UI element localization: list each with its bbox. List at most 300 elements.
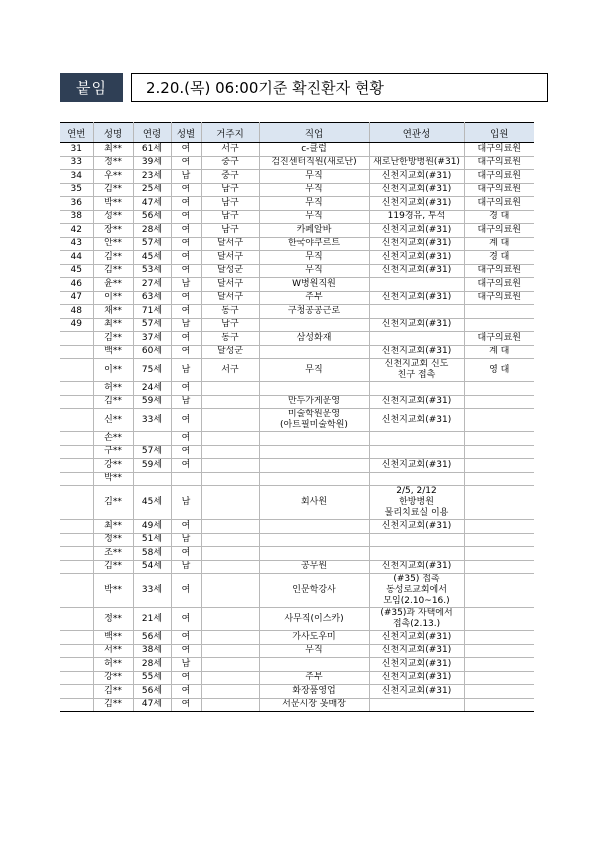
link-cell: (#35)과 자택에서 접촉(2.13.) bbox=[369, 608, 464, 631]
residence-cell: 서구 bbox=[201, 359, 259, 382]
case-number-cell: 47 bbox=[60, 291, 93, 305]
occupation-cell: 무직 bbox=[259, 197, 369, 211]
case-number-cell: 46 bbox=[60, 278, 93, 292]
age-cell: 54세 bbox=[133, 560, 171, 574]
link-cell: 신천지교회(#31) bbox=[369, 631, 464, 645]
sex-cell: 여 bbox=[171, 698, 201, 712]
age-cell: 47세 bbox=[133, 698, 171, 712]
hospital-cell bbox=[464, 533, 534, 547]
residence-cell: 동구 bbox=[201, 305, 259, 319]
case-number-cell bbox=[60, 644, 93, 658]
column-header: 성별 bbox=[171, 123, 201, 143]
age-cell: 56세 bbox=[133, 631, 171, 645]
age-cell: 21세 bbox=[133, 608, 171, 631]
sex-cell: 여 bbox=[171, 631, 201, 645]
column-header: 연관성 bbox=[369, 123, 464, 143]
table-row bbox=[60, 671, 534, 685]
table-row bbox=[60, 472, 534, 486]
table-row bbox=[60, 264, 534, 278]
occupation-cell: 무직 bbox=[259, 210, 369, 224]
link-cell: 신천지교회(#31) bbox=[369, 409, 464, 432]
sex-cell: 여 bbox=[171, 432, 201, 446]
table-row bbox=[60, 658, 534, 672]
occupation-cell: 무직 bbox=[259, 183, 369, 197]
age-cell: 49세 bbox=[133, 520, 171, 534]
residence-cell: 달성군 bbox=[201, 264, 259, 278]
hospital-cell bbox=[464, 631, 534, 645]
age-cell: 55세 bbox=[133, 671, 171, 685]
age-cell: 58세 bbox=[133, 547, 171, 561]
link-cell: 신천지교회 신도 친구 접촉 bbox=[369, 359, 464, 382]
table-row bbox=[60, 698, 534, 712]
link-cell bbox=[369, 382, 464, 396]
link-cell: 신천지교회(#31) bbox=[369, 224, 464, 238]
occupation-cell bbox=[259, 472, 369, 486]
hospital-cell bbox=[464, 486, 534, 520]
residence-cell: 달서구 bbox=[201, 291, 259, 305]
table-row bbox=[60, 486, 534, 520]
name-cell: 성** bbox=[93, 210, 133, 224]
age-cell: 24세 bbox=[133, 382, 171, 396]
link-cell: 신천지교회(#31) bbox=[369, 318, 464, 332]
column-header: 입원 bbox=[464, 123, 534, 143]
link-cell bbox=[369, 143, 464, 157]
case-number-cell: 49 bbox=[60, 318, 93, 332]
column-header: 성명 bbox=[93, 123, 133, 143]
age-cell: 45세 bbox=[133, 486, 171, 520]
column-header: 연번 bbox=[60, 123, 93, 143]
hospital-cell: 대구의료원 bbox=[464, 224, 534, 238]
link-cell: 신천지교회(#31) bbox=[369, 237, 464, 251]
age-cell: 57세 bbox=[133, 237, 171, 251]
occupation-cell: 무직 bbox=[259, 170, 369, 184]
name-cell: 백** bbox=[93, 631, 133, 645]
name-cell: 정** bbox=[93, 608, 133, 631]
occupation-cell bbox=[259, 382, 369, 396]
table-row bbox=[60, 291, 534, 305]
age-cell: 38세 bbox=[133, 644, 171, 658]
hospital-cell: 대구의료원 bbox=[464, 332, 534, 346]
case-number-cell bbox=[60, 671, 93, 685]
hospital-cell bbox=[464, 658, 534, 672]
occupation-cell: 사무직(이스카) bbox=[259, 608, 369, 631]
hospital-cell: 계 대 bbox=[464, 345, 534, 359]
residence-cell: 달서구 bbox=[201, 278, 259, 292]
attachment-tag: 붙임 bbox=[60, 73, 123, 102]
name-cell: 김** bbox=[93, 395, 133, 409]
table-header-row bbox=[60, 123, 534, 143]
case-number-cell bbox=[60, 359, 93, 382]
case-number-cell: 33 bbox=[60, 156, 93, 170]
hospital-cell: 대구의료원 bbox=[464, 170, 534, 184]
link-cell bbox=[369, 547, 464, 561]
table-row bbox=[60, 251, 534, 265]
residence-cell bbox=[201, 574, 259, 608]
residence-cell bbox=[201, 698, 259, 712]
column-header: 연령 bbox=[133, 123, 171, 143]
case-number-cell: 36 bbox=[60, 197, 93, 211]
occupation-cell: 한국야쿠르트 bbox=[259, 237, 369, 251]
sex-cell: 남 bbox=[171, 395, 201, 409]
hospital-cell bbox=[464, 698, 534, 712]
sex-cell: 여 bbox=[171, 183, 201, 197]
link-cell: 신천지교회(#31) bbox=[369, 197, 464, 211]
case-number-cell bbox=[60, 574, 93, 608]
age-cell: 28세 bbox=[133, 658, 171, 672]
age-cell: 71세 bbox=[133, 305, 171, 319]
occupation-cell: 검진센터직원(새로난) bbox=[259, 156, 369, 170]
age-cell bbox=[133, 432, 171, 446]
hospital-cell bbox=[464, 472, 534, 486]
name-cell: 조** bbox=[93, 547, 133, 561]
occupation-cell: 주부 bbox=[259, 671, 369, 685]
residence-cell: 서구 bbox=[201, 143, 259, 157]
hospital-cell: 경 대 bbox=[464, 210, 534, 224]
hospital-cell bbox=[464, 432, 534, 446]
residence-cell bbox=[201, 520, 259, 534]
hospital-cell bbox=[464, 547, 534, 561]
name-cell: 장** bbox=[93, 224, 133, 238]
hospital-cell: 대구의료원 bbox=[464, 143, 534, 157]
age-cell: 25세 bbox=[133, 183, 171, 197]
name-cell: 정** bbox=[93, 533, 133, 547]
table-row bbox=[60, 359, 534, 382]
case-number-cell bbox=[60, 409, 93, 432]
link-cell bbox=[369, 278, 464, 292]
name-cell: 강** bbox=[93, 459, 133, 473]
age-cell: 27세 bbox=[133, 278, 171, 292]
case-number-cell: 31 bbox=[60, 143, 93, 157]
link-cell bbox=[369, 698, 464, 712]
occupation-cell bbox=[259, 445, 369, 459]
age-cell: 61세 bbox=[133, 143, 171, 157]
sex-cell: 여 bbox=[171, 224, 201, 238]
sex-cell: 여 bbox=[171, 345, 201, 359]
name-cell: 김** bbox=[93, 486, 133, 520]
occupation-cell: 미술학원운영 (아트필미술학원) bbox=[259, 409, 369, 432]
link-cell: 신천지교회(#31) bbox=[369, 644, 464, 658]
link-cell: 신천지교회(#31) bbox=[369, 395, 464, 409]
link-cell: 신천지교회(#31) bbox=[369, 170, 464, 184]
table-row bbox=[60, 395, 534, 409]
occupation-cell: 카페알바 bbox=[259, 224, 369, 238]
sex-cell: 여 bbox=[171, 237, 201, 251]
case-number-cell bbox=[60, 631, 93, 645]
name-cell: 정** bbox=[93, 156, 133, 170]
occupation-cell: 주부 bbox=[259, 291, 369, 305]
sex-cell: 남 bbox=[171, 278, 201, 292]
age-cell: 53세 bbox=[133, 264, 171, 278]
hospital-cell: 대구의료원 bbox=[464, 278, 534, 292]
occupation-cell: 삼성화재 bbox=[259, 332, 369, 346]
sex-cell: 여 bbox=[171, 445, 201, 459]
occupation-cell: 인문학강사 bbox=[259, 574, 369, 608]
name-cell: 최** bbox=[93, 143, 133, 157]
case-number-cell bbox=[60, 560, 93, 574]
hospital-cell bbox=[464, 395, 534, 409]
case-number-cell: 43 bbox=[60, 237, 93, 251]
name-cell: 허** bbox=[93, 658, 133, 672]
table-row bbox=[60, 345, 534, 359]
case-number-cell: 45 bbox=[60, 264, 93, 278]
occupation-cell: 구청공공근로 bbox=[259, 305, 369, 319]
sex-cell: 여 bbox=[171, 574, 201, 608]
link-cell bbox=[369, 332, 464, 346]
name-cell: 채** bbox=[93, 305, 133, 319]
table-row bbox=[60, 644, 534, 658]
document-title: 2.20.(목) 06:00기준 확진환자 현황 bbox=[131, 73, 548, 102]
name-cell: 안** bbox=[93, 237, 133, 251]
case-number-cell bbox=[60, 533, 93, 547]
link-cell bbox=[369, 472, 464, 486]
hospital-cell bbox=[464, 382, 534, 396]
sex-cell: 여 bbox=[171, 382, 201, 396]
hospital-cell bbox=[464, 318, 534, 332]
hospital-cell: 대구의료원 bbox=[464, 264, 534, 278]
link-cell bbox=[369, 432, 464, 446]
name-cell: 박** bbox=[93, 574, 133, 608]
occupation-cell: 무직 bbox=[259, 359, 369, 382]
name-cell: 최** bbox=[93, 318, 133, 332]
table-row bbox=[60, 533, 534, 547]
sex-cell: 여 bbox=[171, 291, 201, 305]
sex-cell: 여 bbox=[171, 156, 201, 170]
link-cell: 신천지교회(#31) bbox=[369, 183, 464, 197]
residence-cell: 남구 bbox=[201, 318, 259, 332]
occupation-cell: 서문시장 옷매장 bbox=[259, 698, 369, 712]
name-cell: 이** bbox=[93, 291, 133, 305]
table-row bbox=[60, 332, 534, 346]
sex-cell: 여 bbox=[171, 264, 201, 278]
sex-cell bbox=[171, 472, 201, 486]
sex-cell: 여 bbox=[171, 210, 201, 224]
document-header bbox=[60, 73, 548, 102]
sex-cell: 여 bbox=[171, 459, 201, 473]
residence-cell: 중구 bbox=[201, 156, 259, 170]
name-cell: 김** bbox=[93, 183, 133, 197]
case-number-cell bbox=[60, 685, 93, 699]
residence-cell bbox=[201, 671, 259, 685]
sex-cell: 여 bbox=[171, 644, 201, 658]
age-cell: 39세 bbox=[133, 156, 171, 170]
sex-cell: 남 bbox=[171, 359, 201, 382]
age-cell: 63세 bbox=[133, 291, 171, 305]
case-number-cell bbox=[60, 432, 93, 446]
age-cell: 23세 bbox=[133, 170, 171, 184]
residence-cell bbox=[201, 533, 259, 547]
name-cell: 백** bbox=[93, 345, 133, 359]
table-row bbox=[60, 210, 534, 224]
sex-cell: 남 bbox=[171, 170, 201, 184]
case-number-cell bbox=[60, 658, 93, 672]
age-cell: 47세 bbox=[133, 197, 171, 211]
residence-cell bbox=[201, 631, 259, 645]
name-cell: 서** bbox=[93, 644, 133, 658]
link-cell: 신천지교회(#31) bbox=[369, 671, 464, 685]
occupation-cell: 무직 bbox=[259, 644, 369, 658]
case-number-cell: 42 bbox=[60, 224, 93, 238]
name-cell: 김** bbox=[93, 264, 133, 278]
name-cell: 우** bbox=[93, 170, 133, 184]
case-number-cell bbox=[60, 459, 93, 473]
sex-cell: 여 bbox=[171, 197, 201, 211]
case-number-cell: 48 bbox=[60, 305, 93, 319]
hospital-cell: 영 대 bbox=[464, 359, 534, 382]
hospital-cell bbox=[464, 445, 534, 459]
case-number-cell bbox=[60, 382, 93, 396]
hospital-cell: 경 대 bbox=[464, 251, 534, 265]
table-row bbox=[60, 318, 534, 332]
occupation-cell bbox=[259, 658, 369, 672]
link-cell: 신천지교회(#31) bbox=[369, 264, 464, 278]
occupation-cell: 가사도우미 bbox=[259, 631, 369, 645]
case-number-cell bbox=[60, 520, 93, 534]
residence-cell: 동구 bbox=[201, 332, 259, 346]
residence-cell bbox=[201, 608, 259, 631]
age-cell: 60세 bbox=[133, 345, 171, 359]
link-cell bbox=[369, 533, 464, 547]
table-row bbox=[60, 574, 534, 608]
hospital-cell bbox=[464, 644, 534, 658]
link-cell: 119경유, 투석 bbox=[369, 210, 464, 224]
case-number-cell bbox=[60, 345, 93, 359]
age-cell: 37세 bbox=[133, 332, 171, 346]
sex-cell: 여 bbox=[171, 143, 201, 157]
age-cell: 59세 bbox=[133, 395, 171, 409]
table-row bbox=[60, 170, 534, 184]
age-cell bbox=[133, 472, 171, 486]
occupation-cell: 무직 bbox=[259, 251, 369, 265]
residence-cell bbox=[201, 459, 259, 473]
table-row bbox=[60, 382, 534, 396]
name-cell: 김** bbox=[93, 560, 133, 574]
table-body bbox=[60, 143, 534, 712]
sex-cell: 여 bbox=[171, 671, 201, 685]
age-cell: 33세 bbox=[133, 409, 171, 432]
hospital-cell: 계 대 bbox=[464, 237, 534, 251]
residence-cell bbox=[201, 547, 259, 561]
sex-cell: 여 bbox=[171, 547, 201, 561]
sex-cell: 여 bbox=[171, 251, 201, 265]
residence-cell: 달성군 bbox=[201, 345, 259, 359]
case-number-cell bbox=[60, 608, 93, 631]
hospital-cell bbox=[464, 574, 534, 608]
hospital-cell bbox=[464, 671, 534, 685]
residence-cell: 남구 bbox=[201, 210, 259, 224]
residence-cell bbox=[201, 409, 259, 432]
occupation-cell: W병원직원 bbox=[259, 278, 369, 292]
link-cell bbox=[369, 445, 464, 459]
age-cell: 57세 bbox=[133, 318, 171, 332]
name-cell: 허** bbox=[93, 382, 133, 396]
link-cell: 신천지교회(#31) bbox=[369, 658, 464, 672]
table-row bbox=[60, 685, 534, 699]
residence-cell bbox=[201, 658, 259, 672]
link-cell bbox=[369, 305, 464, 319]
age-cell: 28세 bbox=[133, 224, 171, 238]
name-cell: 신** bbox=[93, 409, 133, 432]
column-header: 거주지 bbox=[201, 123, 259, 143]
link-cell: 신천지교회(#31) bbox=[369, 520, 464, 534]
table-row bbox=[60, 143, 534, 157]
residence-cell: 남구 bbox=[201, 197, 259, 211]
residence-cell bbox=[201, 382, 259, 396]
table-row bbox=[60, 156, 534, 170]
case-number-cell: 38 bbox=[60, 210, 93, 224]
residence-cell: 달서구 bbox=[201, 251, 259, 265]
age-cell: 75세 bbox=[133, 359, 171, 382]
occupation-cell: 공무원 bbox=[259, 560, 369, 574]
hospital-cell bbox=[464, 685, 534, 699]
case-number-cell bbox=[60, 698, 93, 712]
link-cell: 2/5, 2/12 한방병원 물리치료실 이용 bbox=[369, 486, 464, 520]
link-cell: 신천지교회(#31) bbox=[369, 459, 464, 473]
table-row bbox=[60, 224, 534, 238]
table-row bbox=[60, 183, 534, 197]
occupation-cell bbox=[259, 432, 369, 446]
occupation-cell bbox=[259, 318, 369, 332]
age-cell: 57세 bbox=[133, 445, 171, 459]
residence-cell bbox=[201, 472, 259, 486]
age-cell: 51세 bbox=[133, 533, 171, 547]
confirmed-cases-table bbox=[60, 122, 534, 712]
case-number-cell bbox=[60, 332, 93, 346]
hospital-cell bbox=[464, 608, 534, 631]
occupation-cell bbox=[259, 547, 369, 561]
link-cell: 신천지교회(#31) bbox=[369, 251, 464, 265]
name-cell: 강** bbox=[93, 671, 133, 685]
name-cell: 최** bbox=[93, 520, 133, 534]
table-row bbox=[60, 520, 534, 534]
table-row bbox=[60, 305, 534, 319]
age-cell: 56세 bbox=[133, 210, 171, 224]
occupation-cell bbox=[259, 520, 369, 534]
hospital-cell bbox=[464, 305, 534, 319]
residence-cell: 남구 bbox=[201, 224, 259, 238]
hospital-cell bbox=[464, 409, 534, 432]
residence-cell bbox=[201, 486, 259, 520]
occupation-cell: 회사원 bbox=[259, 486, 369, 520]
occupation-cell bbox=[259, 345, 369, 359]
hospital-cell bbox=[464, 560, 534, 574]
hospital-cell: 대구의료원 bbox=[464, 291, 534, 305]
hospital-cell bbox=[464, 520, 534, 534]
case-number-cell: 44 bbox=[60, 251, 93, 265]
sex-cell: 남 bbox=[171, 658, 201, 672]
name-cell: 구** bbox=[93, 445, 133, 459]
table-row bbox=[60, 608, 534, 631]
table-row bbox=[60, 197, 534, 211]
hospital-cell: 대구의료원 bbox=[464, 183, 534, 197]
table-row bbox=[60, 459, 534, 473]
residence-cell bbox=[201, 685, 259, 699]
link-cell: 신천지교회(#31) bbox=[369, 560, 464, 574]
name-cell: 김** bbox=[93, 698, 133, 712]
residence-cell: 남구 bbox=[201, 183, 259, 197]
link-cell: (#35) 접촉 동성로교회에서 모임(2.10~16.) bbox=[369, 574, 464, 608]
table-row bbox=[60, 631, 534, 645]
case-number-cell bbox=[60, 547, 93, 561]
age-cell: 56세 bbox=[133, 685, 171, 699]
name-cell: 김** bbox=[93, 251, 133, 265]
residence-cell bbox=[201, 445, 259, 459]
hospital-cell: 대구의료원 bbox=[464, 156, 534, 170]
table-row bbox=[60, 278, 534, 292]
sex-cell: 여 bbox=[171, 520, 201, 534]
link-cell: 신천지교회(#31) bbox=[369, 291, 464, 305]
table-row bbox=[60, 445, 534, 459]
occupation-cell: 무직 bbox=[259, 264, 369, 278]
